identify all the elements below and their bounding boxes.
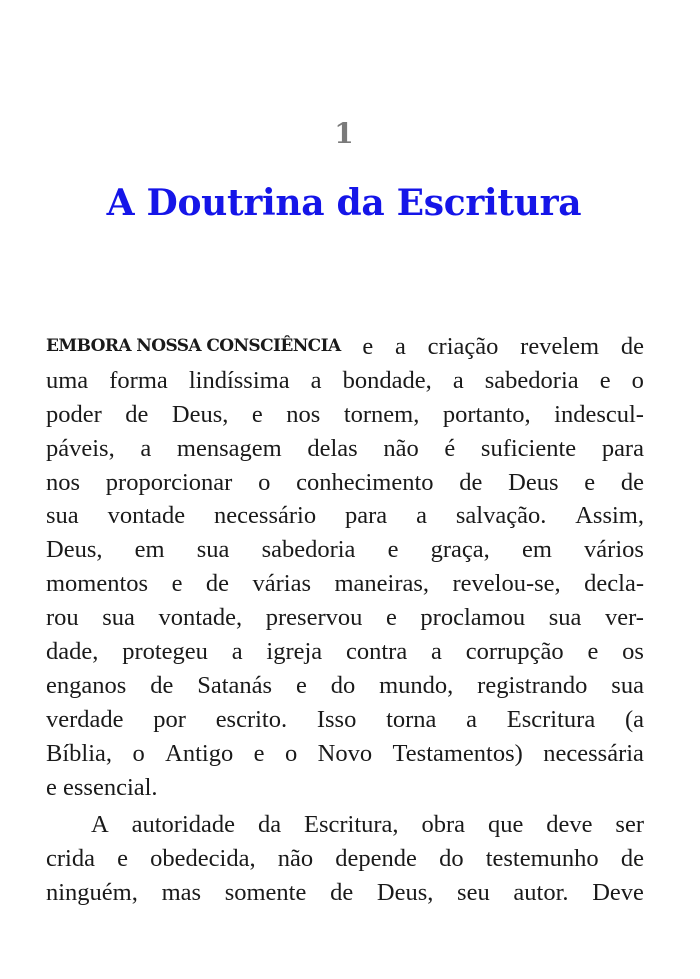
word: Deus, bbox=[171, 400, 229, 428]
word: Assim, bbox=[575, 502, 644, 530]
word: vontade, bbox=[158, 604, 243, 632]
word: Deus, bbox=[376, 879, 434, 907]
word: Testamentos) bbox=[392, 739, 523, 767]
word: preservou bbox=[265, 604, 363, 632]
text-line bbox=[46, 567, 644, 601]
word: o bbox=[284, 739, 298, 767]
word: maneiras, bbox=[334, 570, 430, 598]
word: crida bbox=[46, 845, 95, 873]
word: da bbox=[257, 811, 282, 839]
word: em bbox=[521, 536, 552, 564]
text-line bbox=[46, 466, 644, 500]
word: indescul- bbox=[554, 400, 644, 428]
word: para bbox=[345, 502, 388, 530]
word: obedecida, bbox=[150, 845, 256, 873]
word: igreja bbox=[266, 638, 323, 666]
word: é bbox=[444, 434, 456, 462]
word: várias bbox=[252, 570, 311, 598]
word: de bbox=[330, 879, 354, 907]
text-line bbox=[46, 876, 644, 910]
word: autor. bbox=[513, 879, 569, 907]
word: sabedoria bbox=[484, 366, 579, 394]
text-line bbox=[46, 703, 644, 737]
word: do bbox=[330, 671, 356, 699]
text-line bbox=[46, 808, 644, 842]
word: sua bbox=[196, 536, 230, 564]
small-caps-lead-in: EMBORA NOSSA CONSCIÊNCIA bbox=[46, 336, 341, 356]
word: a bbox=[231, 638, 243, 666]
word: registrando bbox=[477, 671, 588, 699]
text-line bbox=[46, 432, 644, 466]
word: protegeu bbox=[122, 638, 208, 666]
word: não bbox=[277, 845, 314, 873]
word: do bbox=[439, 845, 464, 873]
word: mundo, bbox=[379, 671, 454, 699]
text-line bbox=[46, 669, 644, 703]
word: Isso bbox=[316, 705, 357, 733]
word: Deus bbox=[508, 468, 559, 496]
word: de bbox=[620, 333, 644, 360]
word: a bbox=[310, 366, 322, 394]
word: e bbox=[587, 638, 599, 666]
word: delas bbox=[307, 434, 358, 462]
word: tornem, bbox=[343, 400, 420, 428]
text-line bbox=[46, 635, 644, 669]
text-line bbox=[46, 842, 644, 876]
word: dade, bbox=[46, 638, 99, 666]
word: e essencial. bbox=[46, 773, 158, 801]
word: sua bbox=[611, 671, 644, 699]
word: páveis, bbox=[46, 434, 115, 462]
word: obra bbox=[421, 811, 466, 839]
word: Satanás bbox=[197, 671, 273, 699]
word: poder bbox=[46, 400, 102, 428]
word: forma bbox=[109, 366, 168, 394]
word: necessário bbox=[214, 502, 317, 530]
word: sabedoria bbox=[261, 536, 356, 564]
word: sua bbox=[46, 502, 79, 530]
text-line bbox=[46, 533, 644, 567]
word: e bbox=[599, 366, 611, 394]
word: salvação. bbox=[455, 502, 547, 530]
word: Escritura, bbox=[304, 811, 399, 839]
word: a bbox=[452, 366, 464, 394]
word: e bbox=[295, 671, 307, 699]
text-line bbox=[46, 398, 644, 432]
word: ver- bbox=[605, 604, 644, 632]
chapter-body bbox=[46, 330, 644, 910]
word: os bbox=[622, 638, 644, 666]
word: autoridade bbox=[131, 811, 236, 839]
word: e bbox=[387, 536, 399, 564]
word: (a bbox=[624, 705, 644, 733]
word: uma bbox=[46, 366, 89, 394]
word: ser bbox=[615, 811, 644, 839]
word: vontade bbox=[107, 502, 186, 530]
word: vários bbox=[584, 536, 644, 564]
word: o bbox=[258, 468, 271, 496]
word: revelou-se, bbox=[452, 570, 561, 598]
word: Antigo bbox=[165, 739, 234, 767]
word: a bbox=[431, 638, 442, 666]
word: seu bbox=[457, 879, 490, 907]
word: a bbox=[140, 434, 152, 462]
word: o bbox=[631, 366, 644, 394]
word: A bbox=[91, 811, 109, 839]
word: a bbox=[466, 705, 478, 733]
text-line bbox=[46, 499, 644, 533]
word: contra bbox=[346, 638, 408, 666]
word: e bbox=[253, 739, 265, 767]
word: Escritura bbox=[506, 705, 596, 733]
chapter-title: A Doutrina da Escritura bbox=[106, 182, 582, 224]
text-line bbox=[46, 737, 644, 771]
word: a bbox=[395, 333, 406, 360]
word: portanto, bbox=[442, 400, 531, 428]
word: corrupção bbox=[465, 638, 564, 666]
word: rou bbox=[46, 604, 79, 632]
word: enganos bbox=[46, 671, 127, 699]
word: deve bbox=[546, 811, 593, 839]
text-line bbox=[46, 364, 644, 398]
word: momentos bbox=[46, 570, 149, 598]
word: escrito. bbox=[215, 705, 288, 733]
word: não bbox=[383, 434, 419, 462]
word: somente bbox=[224, 879, 307, 907]
word: e bbox=[385, 604, 397, 632]
word: de bbox=[620, 845, 644, 873]
word: por bbox=[153, 705, 186, 733]
word: revelem bbox=[520, 333, 600, 360]
word: nos bbox=[46, 468, 81, 496]
word: conhecimento bbox=[296, 468, 434, 496]
word: verdade bbox=[46, 705, 124, 733]
word: e bbox=[584, 468, 596, 496]
word: Novo bbox=[317, 739, 373, 767]
word: lindíssima bbox=[188, 366, 290, 394]
word: de bbox=[150, 671, 174, 699]
word: sua bbox=[548, 604, 582, 632]
word: e bbox=[251, 400, 263, 428]
word: bondade, bbox=[342, 366, 432, 394]
word: proclamou bbox=[420, 604, 526, 632]
word: ninguém, bbox=[46, 879, 138, 907]
word: o bbox=[132, 739, 145, 767]
word: a bbox=[416, 502, 427, 530]
word: de bbox=[125, 400, 149, 428]
paragraph bbox=[46, 808, 644, 910]
word: proporcionar bbox=[105, 468, 233, 496]
word: de bbox=[620, 468, 644, 496]
text-line bbox=[46, 601, 644, 635]
word: mas bbox=[161, 879, 202, 907]
chapter-number: 1 bbox=[334, 117, 354, 150]
word: mensagem bbox=[176, 434, 282, 462]
word: torna bbox=[386, 705, 437, 733]
text-line bbox=[46, 330, 644, 364]
word: nos bbox=[286, 400, 321, 428]
word: Deus, bbox=[46, 536, 103, 564]
word: necessária bbox=[543, 739, 644, 767]
word: de bbox=[459, 468, 483, 496]
word: de bbox=[205, 570, 230, 598]
word: Deve bbox=[592, 879, 644, 907]
word: e bbox=[117, 845, 128, 873]
word: e bbox=[362, 333, 374, 360]
paragraph bbox=[46, 330, 644, 804]
word: Bíblia, bbox=[46, 739, 113, 767]
word: testemunho bbox=[485, 845, 599, 873]
word: e bbox=[171, 570, 183, 598]
word: graça, bbox=[430, 536, 490, 564]
text-line bbox=[46, 771, 644, 805]
word: depende bbox=[335, 845, 417, 873]
word: sua bbox=[102, 604, 135, 632]
word: suficiente bbox=[480, 434, 577, 462]
word: em bbox=[134, 536, 165, 564]
word: para bbox=[601, 434, 644, 462]
word: criação bbox=[427, 333, 499, 360]
word: decla- bbox=[584, 570, 644, 598]
word: que bbox=[487, 811, 524, 839]
